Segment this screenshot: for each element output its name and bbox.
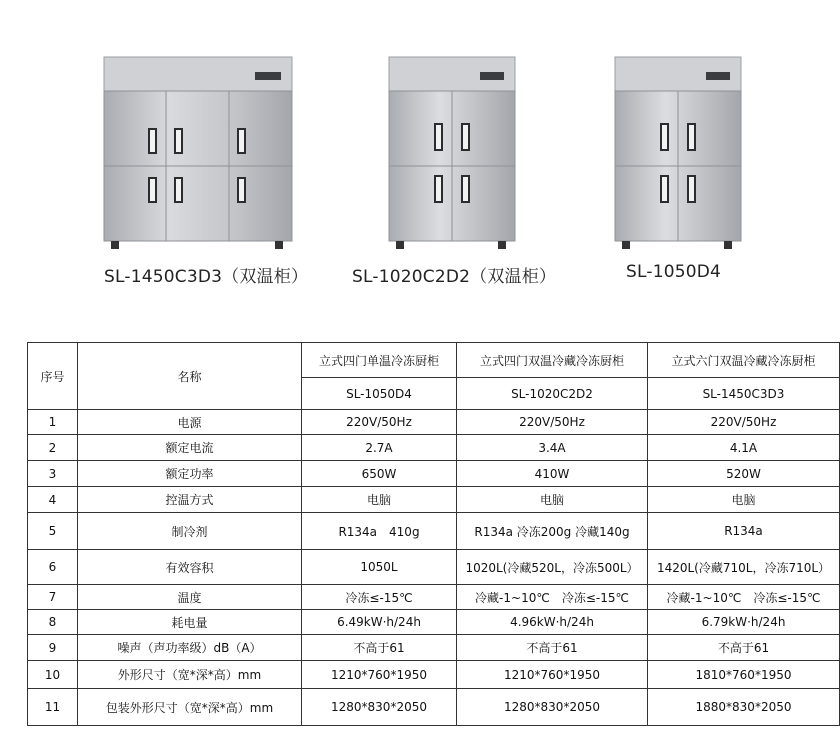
header-model: SL-1020C2D2 <box>457 378 648 410</box>
row-value: 不高于61 <box>648 635 840 661</box>
row-name: 电源 <box>78 410 302 435</box>
table-row <box>28 661 840 689</box>
row-value: 不高于61 <box>302 635 457 661</box>
header-type: 立式四门单温冷冻厨柜 <box>302 343 457 378</box>
row-index: 1 <box>28 410 78 435</box>
caption-model: SL-1050D4 <box>626 262 722 282</box>
row-value: R134a 冷冻200g 冷藏140g <box>457 513 648 550</box>
row-value: 2.7A <box>302 435 457 461</box>
row-value: 1810*760*1950 <box>648 661 840 689</box>
product-image-sl-1020c2d2 <box>388 55 518 255</box>
row-value: 3.4A <box>457 435 648 461</box>
row-name: 包装外形尺寸（宽*深*高）mm <box>78 689 302 726</box>
row-value: 220V/50Hz <box>648 410 840 435</box>
row-index: 10 <box>28 661 78 689</box>
header-index: 序号 <box>28 343 78 410</box>
row-value: 6.79kW·h/24h <box>648 610 840 635</box>
row-name: 有效容积 <box>78 550 302 585</box>
row-index: 6 <box>28 550 78 585</box>
row-value: 1210*760*1950 <box>457 661 648 689</box>
header-model: SL-1450C3D3 <box>648 378 840 410</box>
row-value: 220V/50Hz <box>302 410 457 435</box>
header-type: 立式四门双温冷藏冷冻厨柜 <box>457 343 648 378</box>
header-name: 名称 <box>78 343 302 410</box>
row-value: R134a 410g <box>302 513 457 550</box>
control-panel-icon <box>255 72 281 80</box>
table-row <box>28 435 840 461</box>
row-value: 1280*830*2050 <box>457 689 648 726</box>
row-index: 7 <box>28 585 78 610</box>
table-row <box>28 635 840 661</box>
row-index: 8 <box>28 610 78 635</box>
table-row <box>28 610 840 635</box>
row-value: 冷藏-1~10℃ 冷冻≤-15℃ <box>648 585 840 610</box>
row-value: 冷冻≤-15℃ <box>302 585 457 610</box>
row-value: 650W <box>302 461 457 487</box>
table-row <box>28 550 840 585</box>
row-value: 电脑 <box>302 487 457 513</box>
table-row <box>28 689 840 726</box>
spec-table <box>27 342 840 726</box>
row-name: 额定功率 <box>78 461 302 487</box>
row-value: 4.1A <box>648 435 840 461</box>
row-value: 1880*830*2050 <box>648 689 840 726</box>
header-type: 立式六门双温冷藏冷冻厨柜 <box>648 343 840 378</box>
row-index: 2 <box>28 435 78 461</box>
row-value: 520W <box>648 461 840 487</box>
row-value: 1020L(冷藏520L，冷冻500L） <box>457 550 648 585</box>
row-value: 220V/50Hz <box>457 410 648 435</box>
table-row <box>28 461 840 487</box>
caption-note: （双温柜） <box>470 267 557 287</box>
control-panel-icon <box>706 72 730 80</box>
header-model: SL-1050D4 <box>302 378 457 410</box>
row-name: 制冷剂 <box>78 513 302 550</box>
row-index: 9 <box>28 635 78 661</box>
product-caption-1 <box>104 262 308 287</box>
row-index: 11 <box>28 689 78 726</box>
table-row <box>28 487 840 513</box>
row-name: 噪声（声功率级）dB（A） <box>78 635 302 661</box>
row-value: 冷藏-1~10℃ 冷冻≤-15℃ <box>457 585 648 610</box>
row-value: 电脑 <box>457 487 648 513</box>
row-value: 1420L(冷藏710L，冷冻710L） <box>648 550 840 585</box>
row-index: 3 <box>28 461 78 487</box>
row-value: R134a <box>648 513 840 550</box>
row-value: 不高于61 <box>457 635 648 661</box>
caption-model: SL-1450C3D3 <box>104 267 223 287</box>
row-value: 1280*830*2050 <box>302 689 457 726</box>
row-value: 电脑 <box>648 487 840 513</box>
row-value: 1050L <box>302 550 457 585</box>
row-index: 4 <box>28 487 78 513</box>
row-name: 温度 <box>78 585 302 610</box>
control-panel-icon <box>480 72 504 80</box>
caption-note: （双温柜） <box>222 267 309 287</box>
product-caption-3 <box>626 262 721 282</box>
row-name: 控温方式 <box>78 487 302 513</box>
row-name: 耗电量 <box>78 610 302 635</box>
table-row <box>28 410 840 435</box>
product-image-sl-1450c3d3 <box>103 55 295 255</box>
product-image-sl-1050d4 <box>614 55 744 255</box>
row-value: 410W <box>457 461 648 487</box>
row-value: 1210*760*1950 <box>302 661 457 689</box>
caption-model: SL-1020C2D2 <box>352 267 471 287</box>
row-index: 5 <box>28 513 78 550</box>
table-row <box>28 513 840 550</box>
row-name: 额定电流 <box>78 435 302 461</box>
product-caption-2 <box>352 262 556 287</box>
row-value: 6.49kW·h/24h <box>302 610 457 635</box>
row-name: 外形尺寸（宽*深*高）mm <box>78 661 302 689</box>
row-value: 4.96kW·h/24h <box>457 610 648 635</box>
table-row <box>28 585 840 610</box>
